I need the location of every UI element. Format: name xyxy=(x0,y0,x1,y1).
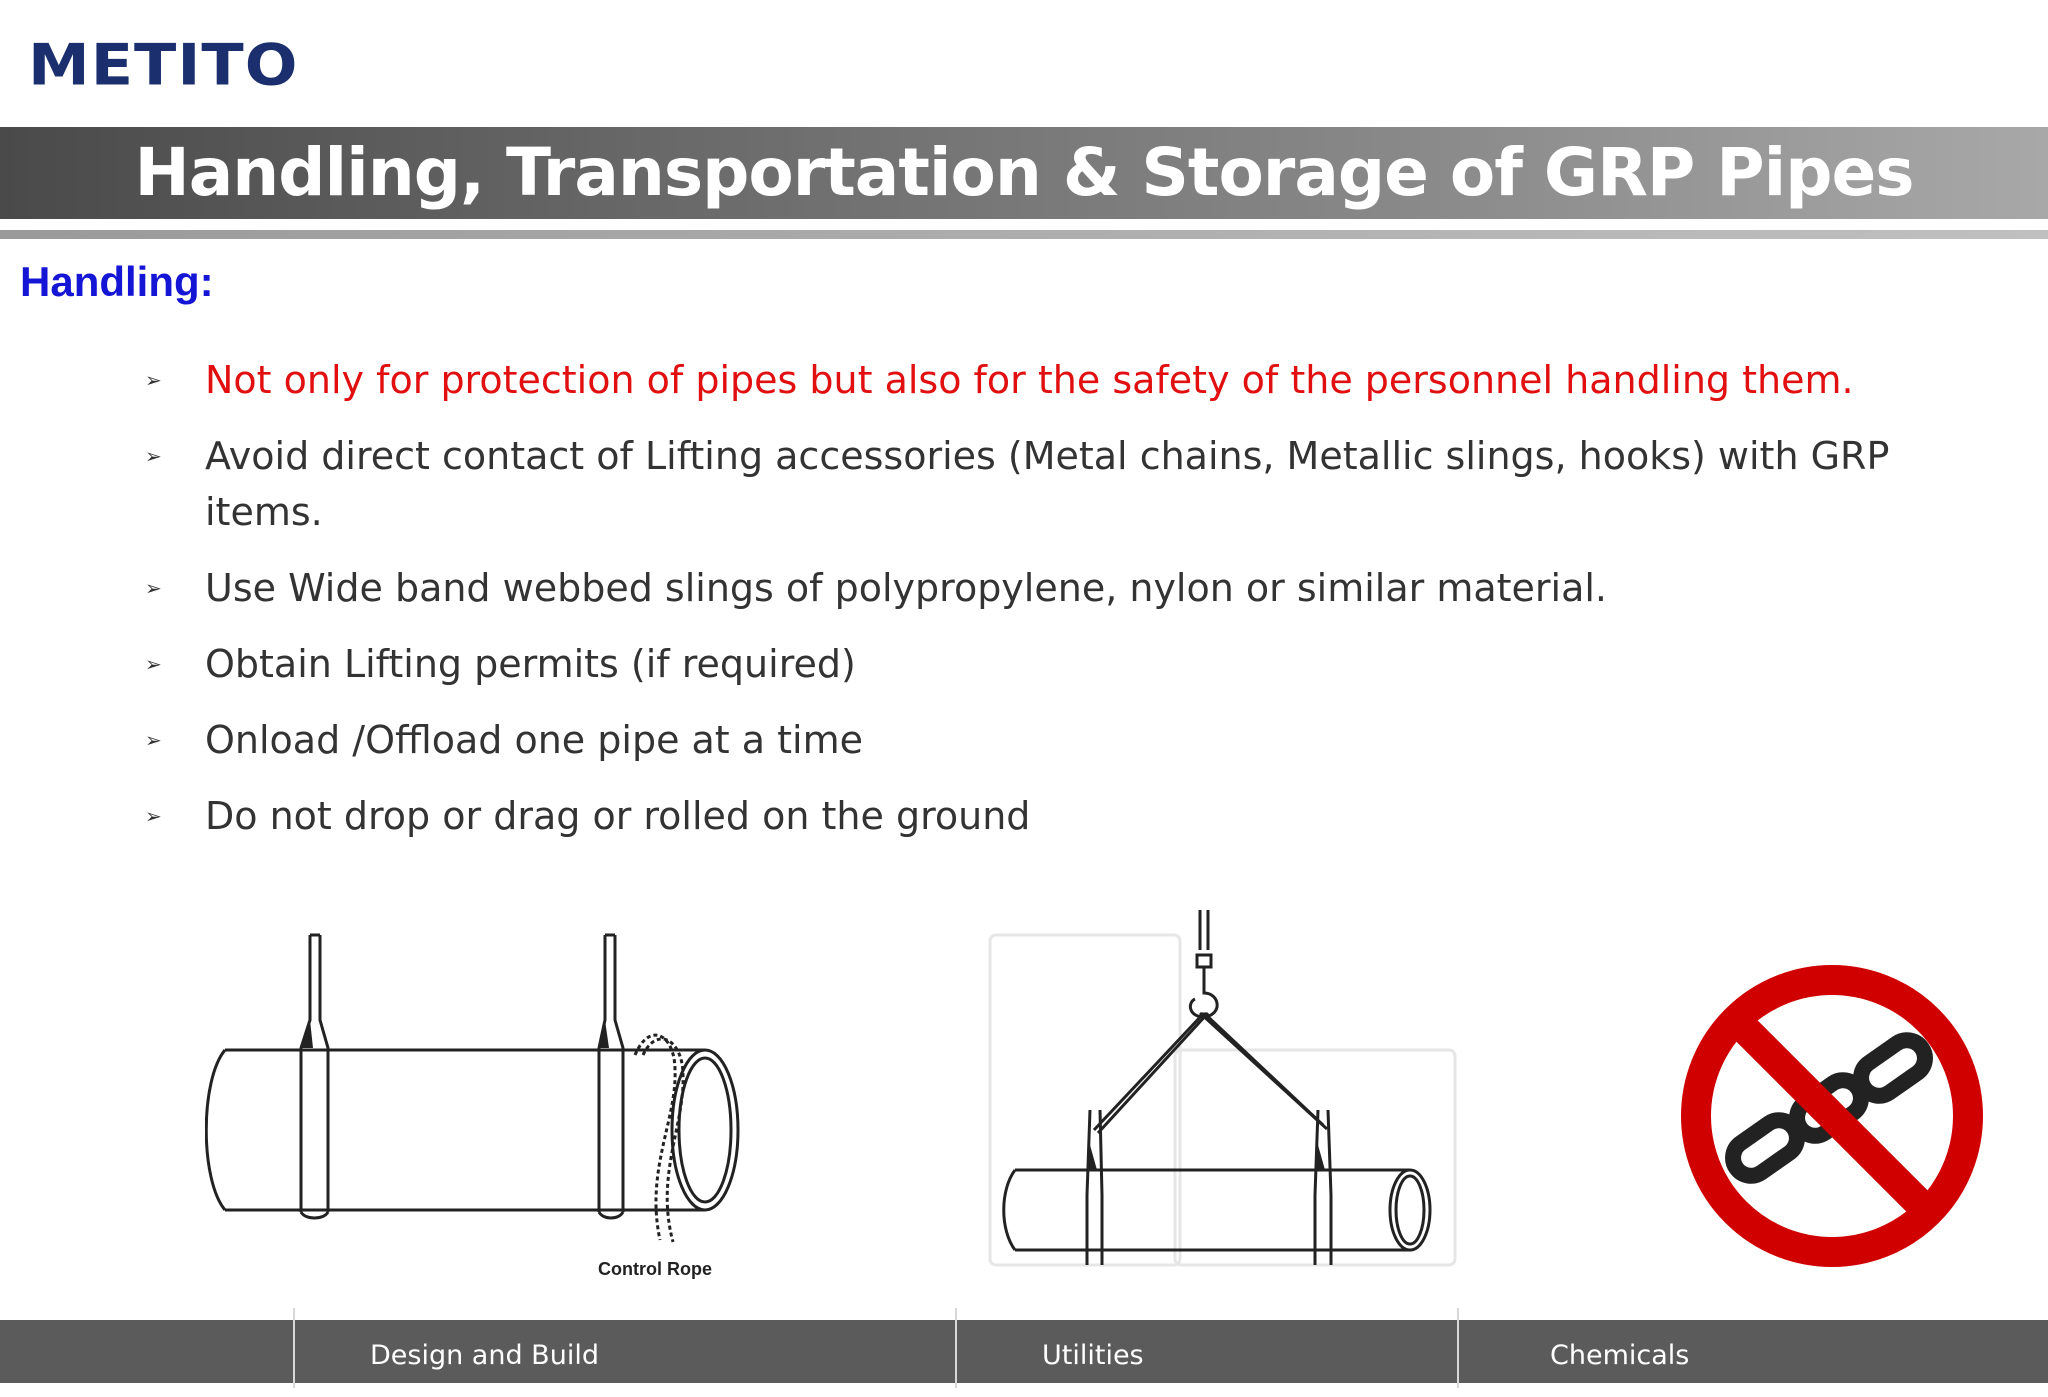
footer-separator xyxy=(293,1308,295,1388)
crane-hook-lifting-illustration xyxy=(975,905,1465,1280)
section-heading: Handling: xyxy=(20,258,214,305)
bullet-item xyxy=(145,352,1945,408)
bullet-text: Do not drop or drag or rolled on the ground xyxy=(205,794,1031,838)
bullet-item xyxy=(145,636,1945,692)
footer-separator xyxy=(1457,1308,1459,1388)
page-title: Handling, Transportation & Storage of GRP Pipes xyxy=(134,134,1914,211)
bullet-text: Not only for protection of pipes but also for the safety of the personnel handling them. xyxy=(205,358,1854,402)
metito-logo: METITO xyxy=(28,30,299,99)
bullet-text: Use Wide band webbed slings of polypropylene, nylon or similar material. xyxy=(205,566,1608,610)
bullet-text: Obtain Lifting permits (if required) xyxy=(205,642,856,686)
footer-item-chemicals[interactable]: Chemicals xyxy=(1550,1340,1690,1371)
control-rope-caption: Control Rope xyxy=(598,1259,712,1279)
pipe-slings-control-rope-illustration xyxy=(205,920,765,1285)
bullet-item xyxy=(145,428,1945,540)
arrow-bullet-icon: ➢ xyxy=(145,652,162,676)
arrow-bullet-icon: ➢ xyxy=(145,576,162,600)
arrow-bullet-icon: ➢ xyxy=(145,444,162,468)
bullet-item xyxy=(145,712,1945,768)
title-underline xyxy=(0,230,2048,239)
arrow-bullet-icon: ➢ xyxy=(145,728,162,752)
bullet-text: Onload /Offload one pipe at a time xyxy=(205,718,864,762)
footer-separator xyxy=(955,1308,957,1388)
bullet-item xyxy=(145,560,1945,616)
arrow-bullet-icon: ➢ xyxy=(145,368,162,392)
no-metal-chain-sign-icon xyxy=(1676,960,1988,1272)
bullet-text: Avoid direct contact of Lifting accessories (Metal chains, Metallic slings, hooks) with GRP items. xyxy=(205,434,1890,534)
bullet-list xyxy=(145,352,1945,864)
bullet-item xyxy=(145,788,1945,844)
footer-item-utilities[interactable]: Utilities xyxy=(1042,1340,1144,1371)
footer-bar xyxy=(0,1320,2048,1383)
arrow-bullet-icon: ➢ xyxy=(145,804,162,828)
footer-item-design-and-build[interactable]: Design and Build xyxy=(370,1340,599,1371)
